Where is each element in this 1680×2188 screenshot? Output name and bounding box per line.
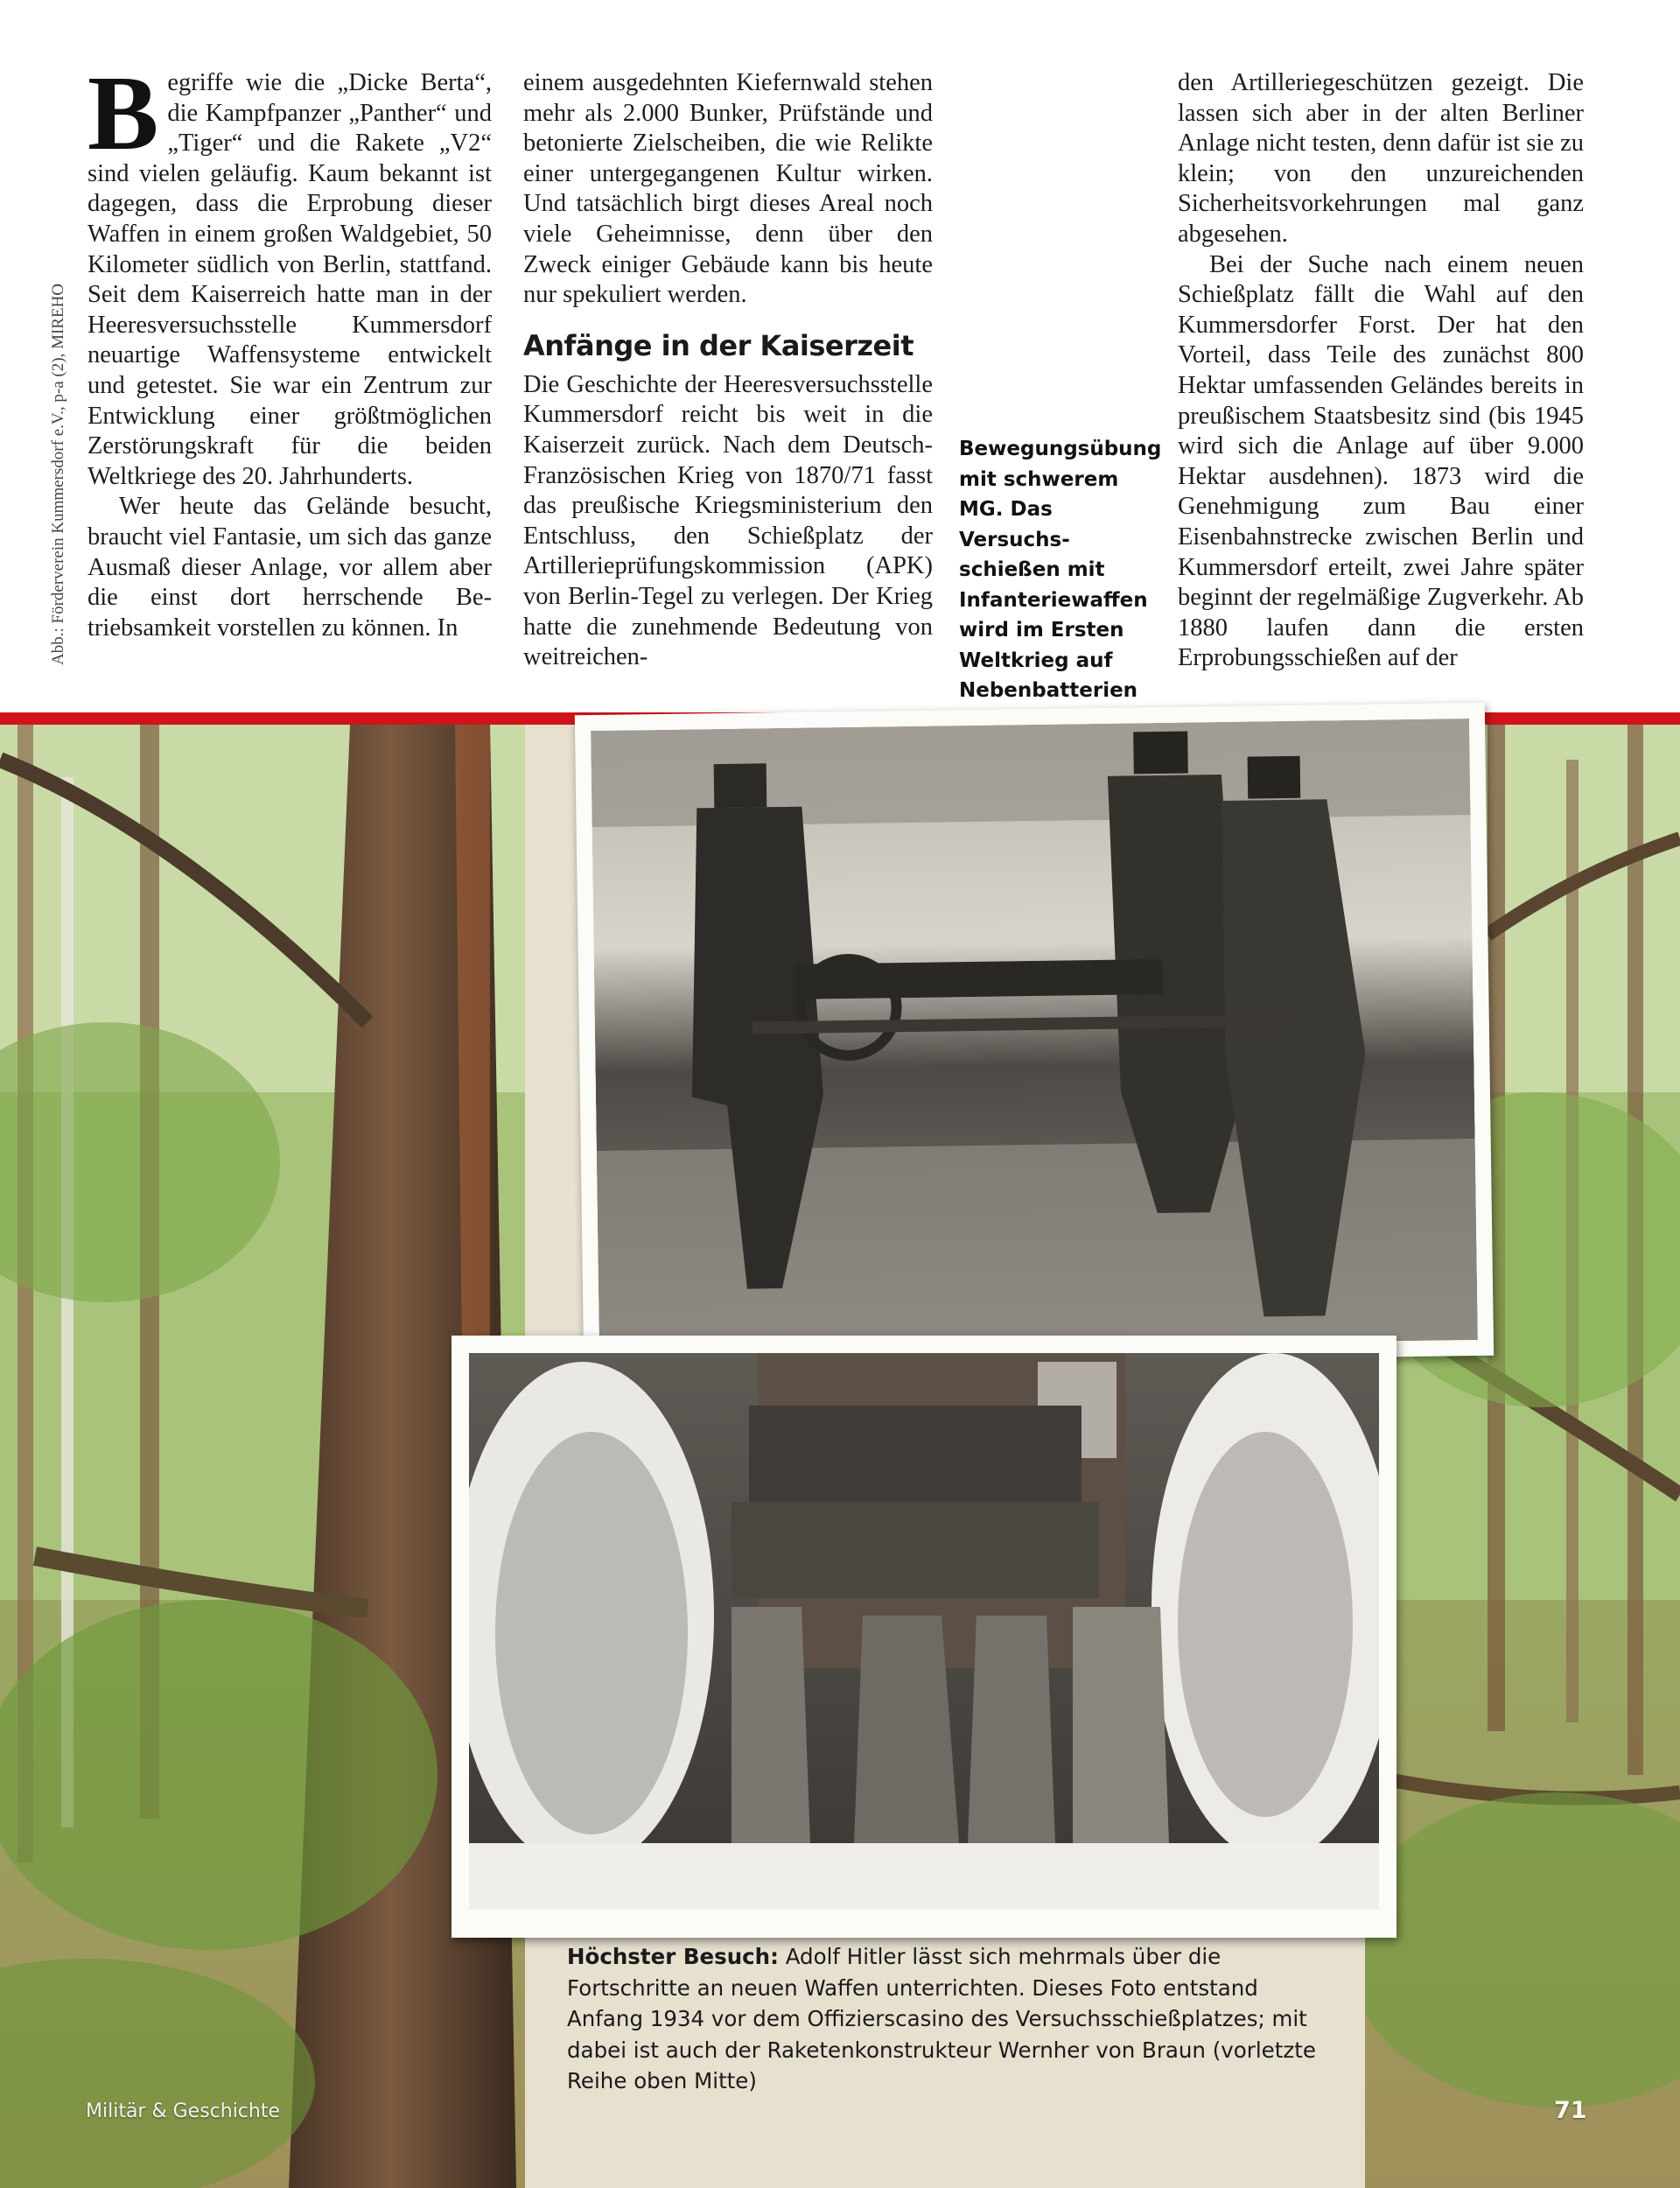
paragraph: Die Geschichte der Heeresversuchsstelle Kummersdorf reicht bis weit in die Kaiserzeit zurück. Nach dem Deutsch-Französischen Krieg von 1870/71 fasst das preußische Kriegsministerium den Entschluss, den Schießplatz der Artillerieprüfungskommission (APK) von Berlin-Tegel zu verlegen. Der Krieg hatte die zunehmende Bedeutung von weitreichen- [523, 370, 933, 671]
paragraph: Bei der Suche nach einem neuen Schießplatz fällt die Wahl auf den Kummersdorfer Forst. Der hat den Vorteil, dass Teile des zunächst 800 Hektar umfassenden Geländes bereits in preußischem Staatsbesitz sind (bis 1945 wird sich die Anlage auf über 9.000 Hektar ausdehnen). 1873 wird die Genehmigung zum Bau einer Eisenbahnstrecke zwischen Berlin und Kummersdorf erteilt, zwei Jahre später beginnt der regelmäßige Zugverkehr. Ab 1880 laufen dann die ersten Erprobungsschießen auf der [1178, 250, 1584, 672]
paragraph: den Artilleriegeschützen gezeigt. Die lassen sich aber in der alten Berliner Anlage nicht testen, denn dafür ist sie zu klein; von den unzureichenden Sicherheitsvorkehrungen mal ganz abgesehen. [1178, 69, 1584, 248]
photo-caption-bottom [567, 1941, 1320, 2097]
page-number: 71 [1554, 2097, 1587, 2124]
caption-text: Adolf Hitler lässt sich mehrmals über die Fortschritte an neuen Waffen unterrichten. Dieses Foto entstand Anfang 1934 vor dem Offizierscasino des Versuchsschießplatzes; mit dabei ist auch der Raketenkonstrukteur Wernher von Braun (vorletzte Reihe oben Mitte) [567, 1944, 1316, 2093]
paragraph: Wer heute das Gelände besucht, braucht viel Fantasie, um sich das ganze Ausmaß dieser Anlage, vor allem aber die einst dort herrschende Betriebsamkeit vorstellen zu können. In [88, 493, 492, 642]
photo-credit: Abb.: Förderverein Kummersdorf e.V., p-a (2), MIREHO [49, 283, 67, 665]
magazine-name: Militär & Geschichte [86, 2100, 281, 2122]
paragraph: egriffe wie die „Dicke Berta“, die Kampfpanzer „Panther“ und „Tiger“ und die Rakete „V2“ sind vielen geläufig. Kaum bekannt ist dagegen, dass die Erprobung dieser Waffen in einem großen Waldgebiet, 50 Kilometer südlich von Berlin, stattfand. Seit dem Kaiserreich hatte man in der Heeresversuchsstelle Kummersdorf neuartige Waffensysteme entwickelt und getestet. Sie war ein Zentrum zur Entwicklung einer größtmöglichen Zerstörungskraft für die beiden Weltkriege des 20. Jahrhunderts. [88, 69, 492, 490]
article-column-1 [88, 54, 492, 643]
caption-lead: Höchster Besuch: [567, 1944, 779, 1969]
photo-officers-group [452, 1336, 1396, 1938]
photo-soldiers-machine-gun [575, 703, 1494, 1368]
article-column-3 [1178, 68, 1584, 674]
article-column-2 [523, 68, 933, 673]
section-heading: Anfänge in der Kaiserzeit [523, 328, 914, 362]
photo-caption-top: Bewegungsübung mit schwerem MG. Das Versuchsschießen mit Infanteriewaffen wird im Ersten Weltkrieg auf Nebenbatterien [959, 438, 1162, 702]
drop-cap: B [88, 54, 159, 172]
paragraph: einem ausgedehnten Kiefernwald stehen mehr als 2.000 Bunker, Prüfstände und betonierte Zielscheiben, die wie Relikte einer untergegangenen Kultur wirken. Und tatsächlich birgt dieses Areal noch viele Geheimnisse, denn über den Zweck einiger Gebäude kann bis heute nur spekuliert werden. [523, 69, 933, 309]
